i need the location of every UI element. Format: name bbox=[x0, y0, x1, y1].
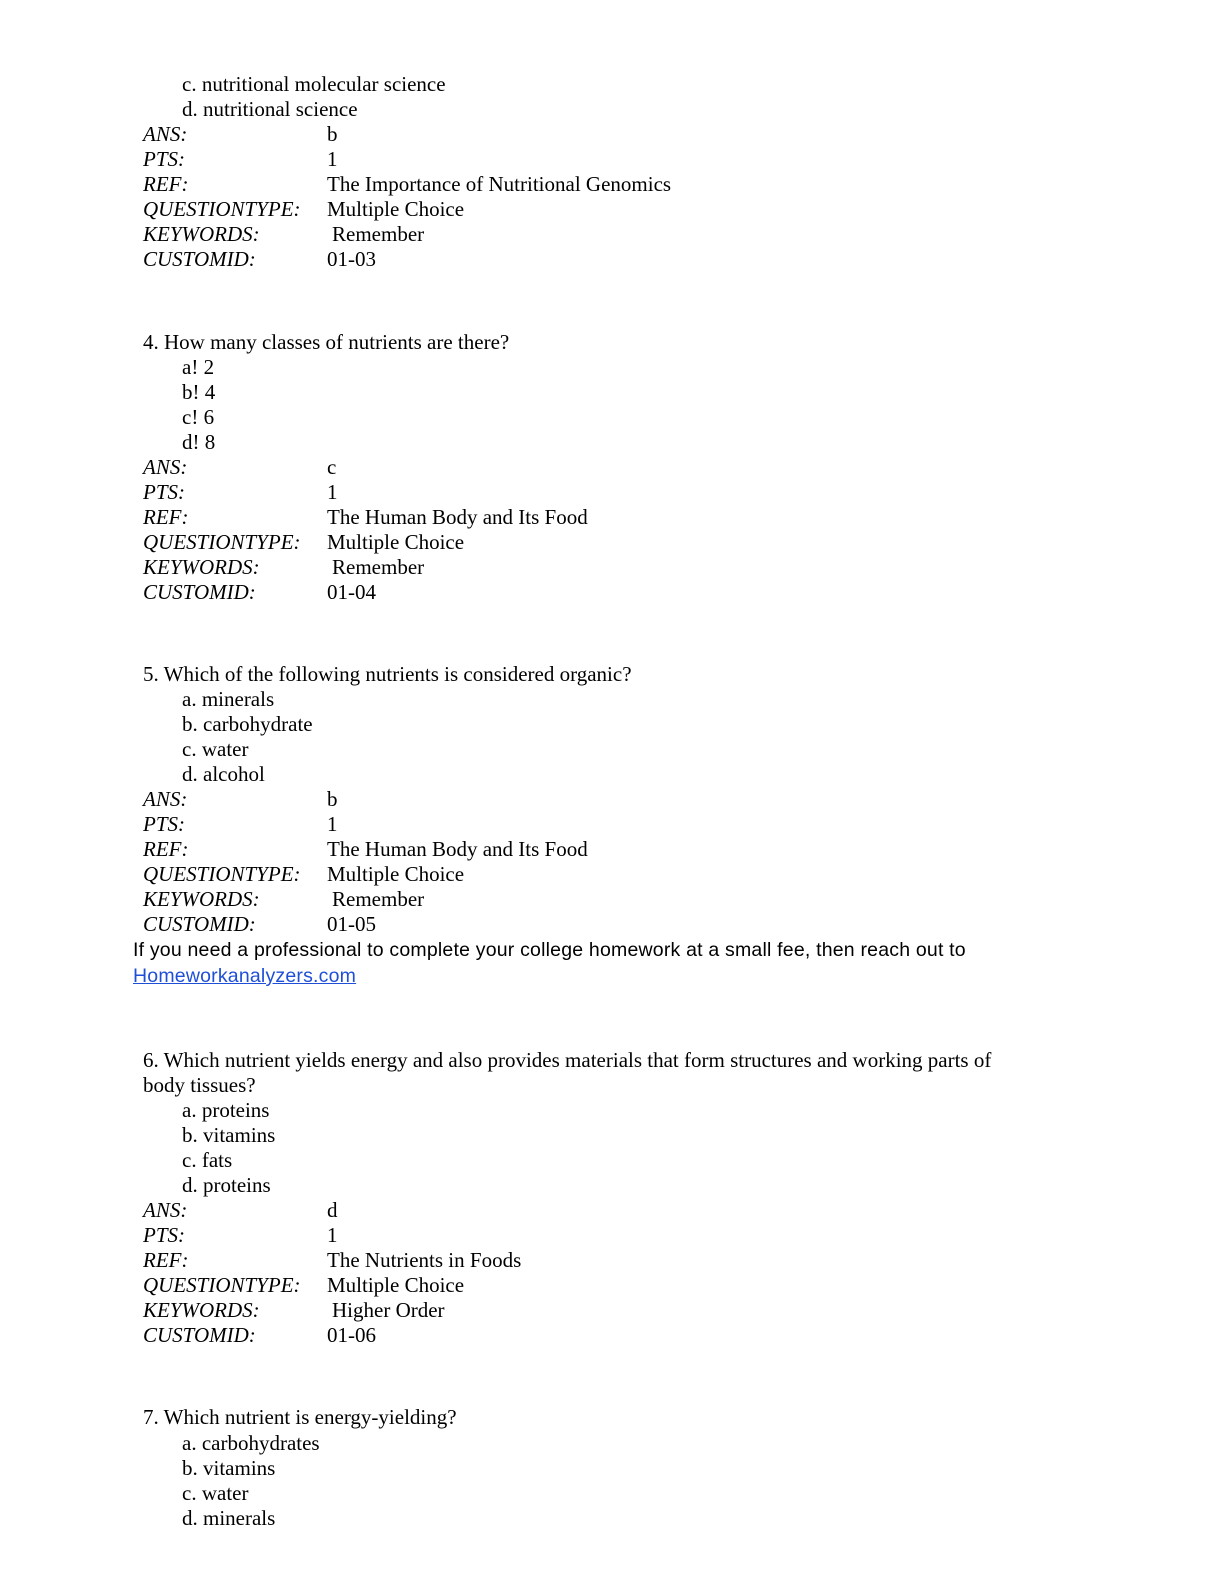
q5-ans-label: ANS: bbox=[143, 787, 188, 811]
q4-pts-value: 1 bbox=[327, 480, 338, 504]
option-letter: a. bbox=[182, 1098, 197, 1122]
option-text: nutritional science bbox=[203, 97, 358, 121]
q3-keywords-value: Remember bbox=[332, 222, 425, 246]
q4-pts-label: PTS: bbox=[143, 480, 185, 504]
option-letter: c. bbox=[182, 1148, 197, 1172]
q3-questiontype-label: QUESTIONTYPE: bbox=[143, 197, 301, 221]
promo-text: If you need a professional to complete your college homework at a small fee, then reach out to bbox=[133, 939, 966, 961]
option-letter: a! bbox=[182, 355, 199, 379]
q4-customid-value: 01-04 bbox=[327, 580, 376, 604]
q5-customid-value: 01-05 bbox=[327, 912, 376, 936]
q6-option-b bbox=[182, 1123, 275, 1148]
option-text: carbohydrate bbox=[203, 712, 313, 736]
q5-option-a bbox=[182, 687, 274, 712]
option-text: vitamins bbox=[203, 1123, 276, 1147]
option-text: vitamins bbox=[203, 1456, 276, 1480]
option-letter: c. bbox=[182, 737, 197, 761]
option-letter: d. bbox=[182, 1173, 198, 1197]
option-text: minerals bbox=[203, 1506, 276, 1530]
option-letter: b! bbox=[182, 380, 200, 404]
q7-question: 7. Which nutrient is energy-yielding? bbox=[143, 1405, 457, 1429]
option-text: 8 bbox=[204, 430, 216, 454]
q5-customid-label: CUSTOMID: bbox=[143, 912, 256, 936]
q4-ans-value: c bbox=[327, 455, 337, 479]
q6-question-line2: body tissues? bbox=[143, 1073, 256, 1097]
q7-option-b bbox=[182, 1456, 275, 1481]
option-letter: d. bbox=[182, 762, 198, 786]
option-letter: a. bbox=[182, 687, 197, 711]
q6-option-d bbox=[182, 1173, 271, 1198]
q4-option-b bbox=[182, 380, 215, 405]
q3-customid-value: 01-03 bbox=[327, 247, 376, 271]
q5-question: 5. Which of the following nutrients is considered organic? bbox=[143, 662, 632, 686]
q5-pts-label: PTS: bbox=[143, 812, 185, 836]
q3-ans-value: b bbox=[327, 122, 338, 146]
q5-pts-value: 1 bbox=[327, 812, 338, 836]
q6-questiontype-label: QUESTIONTYPE: bbox=[143, 1273, 301, 1297]
q6-ref-value: The Nutrients in Foods bbox=[327, 1248, 522, 1272]
q3-customid-label: CUSTOMID: bbox=[143, 247, 256, 271]
q4-option-d bbox=[182, 430, 215, 455]
homework-site-link[interactable]: Homeworkanalyzers.com bbox=[133, 965, 357, 987]
option-letter: c. bbox=[182, 72, 197, 96]
q3-option-c bbox=[182, 72, 446, 97]
option-letter: d. bbox=[182, 97, 198, 121]
q6-questiontype-value: Multiple Choice bbox=[327, 1273, 465, 1297]
option-letter: d! bbox=[182, 430, 200, 454]
q3-ans-label: ANS: bbox=[143, 122, 188, 146]
q3-keywords-label: KEYWORDS: bbox=[143, 222, 260, 246]
q4-keywords-label: KEYWORDS: bbox=[143, 555, 260, 579]
option-text: 2 bbox=[203, 355, 215, 379]
q4-ans-label: ANS: bbox=[143, 455, 188, 479]
q3-pts-label: PTS: bbox=[143, 147, 185, 171]
q4-option-c bbox=[182, 405, 214, 430]
q4-questiontype-label: QUESTIONTYPE: bbox=[143, 530, 301, 554]
q4-option-a bbox=[182, 355, 214, 380]
q6-customid-label: CUSTOMID: bbox=[143, 1323, 256, 1347]
q6-ref-label: REF: bbox=[143, 1248, 189, 1272]
q7-option-a bbox=[182, 1431, 320, 1456]
option-text: 4 bbox=[204, 380, 216, 404]
option-text: alcohol bbox=[203, 762, 265, 786]
option-text: minerals bbox=[201, 687, 275, 711]
q4-ref-label: REF: bbox=[143, 505, 189, 529]
q5-ref-label: REF: bbox=[143, 837, 189, 861]
q6-keywords-label: KEYWORDS: bbox=[143, 1298, 260, 1322]
q4-customid-label: CUSTOMID: bbox=[143, 580, 256, 604]
q3-ref-label: REF: bbox=[143, 172, 189, 196]
q5-option-b bbox=[182, 712, 313, 737]
option-text: water bbox=[201, 1481, 249, 1505]
option-letter: c! bbox=[182, 405, 199, 429]
q5-ans-value: b bbox=[327, 787, 338, 811]
q6-pts-label: PTS: bbox=[143, 1223, 185, 1247]
q5-questiontype-value: Multiple Choice bbox=[327, 862, 465, 886]
option-letter: b. bbox=[182, 1123, 198, 1147]
option-letter: b. bbox=[182, 712, 198, 736]
q6-keywords-value: Higher Order bbox=[332, 1298, 445, 1322]
q7-option-c bbox=[182, 1481, 248, 1506]
option-letter: b. bbox=[182, 1456, 198, 1480]
option-letter: d. bbox=[182, 1506, 198, 1530]
q4-question: 4. How many classes of nutrients are there? bbox=[143, 330, 510, 354]
option-text: 6 bbox=[203, 405, 215, 429]
q4-keywords-value: Remember bbox=[332, 555, 425, 579]
q4-questiontype-value: Multiple Choice bbox=[327, 530, 465, 554]
option-text: nutritional molecular science bbox=[201, 72, 446, 96]
q4-ref-value: The Human Body and Its Food bbox=[327, 505, 588, 529]
q6-ans-label: ANS: bbox=[143, 1198, 188, 1222]
option-text: carbohydrates bbox=[201, 1431, 320, 1455]
q3-pts-value: 1 bbox=[327, 147, 338, 171]
q5-questiontype-label: QUESTIONTYPE: bbox=[143, 862, 301, 886]
q3-ref-value: The Importance of Nutritional Genomics bbox=[327, 172, 672, 196]
q6-option-a bbox=[182, 1098, 269, 1123]
option-text: water bbox=[201, 737, 249, 761]
q5-ref-value: The Human Body and Its Food bbox=[327, 837, 588, 861]
option-text: fats bbox=[201, 1148, 233, 1172]
q7-option-d bbox=[182, 1506, 275, 1531]
option-text: proteins bbox=[203, 1173, 271, 1197]
option-text: proteins bbox=[201, 1098, 270, 1122]
q6-option-c bbox=[182, 1148, 232, 1173]
option-letter: a. bbox=[182, 1431, 197, 1455]
q5-option-c bbox=[182, 737, 248, 762]
q6-ans-value: d bbox=[327, 1198, 338, 1222]
q3-option-d bbox=[182, 97, 358, 122]
q6-customid-value: 01-06 bbox=[327, 1323, 376, 1347]
q5-keywords-label: KEYWORDS: bbox=[143, 887, 260, 911]
q5-option-d bbox=[182, 762, 265, 787]
q6-question-line1: 6. Which nutrient yields energy and also provides materials that form structures and working parts of bbox=[143, 1048, 992, 1072]
option-letter: c. bbox=[182, 1481, 197, 1505]
q6-pts-value: 1 bbox=[327, 1223, 338, 1247]
promo-link-line bbox=[133, 963, 356, 989]
q3-questiontype-value: Multiple Choice bbox=[327, 197, 465, 221]
q5-keywords-value: Remember bbox=[332, 887, 425, 911]
